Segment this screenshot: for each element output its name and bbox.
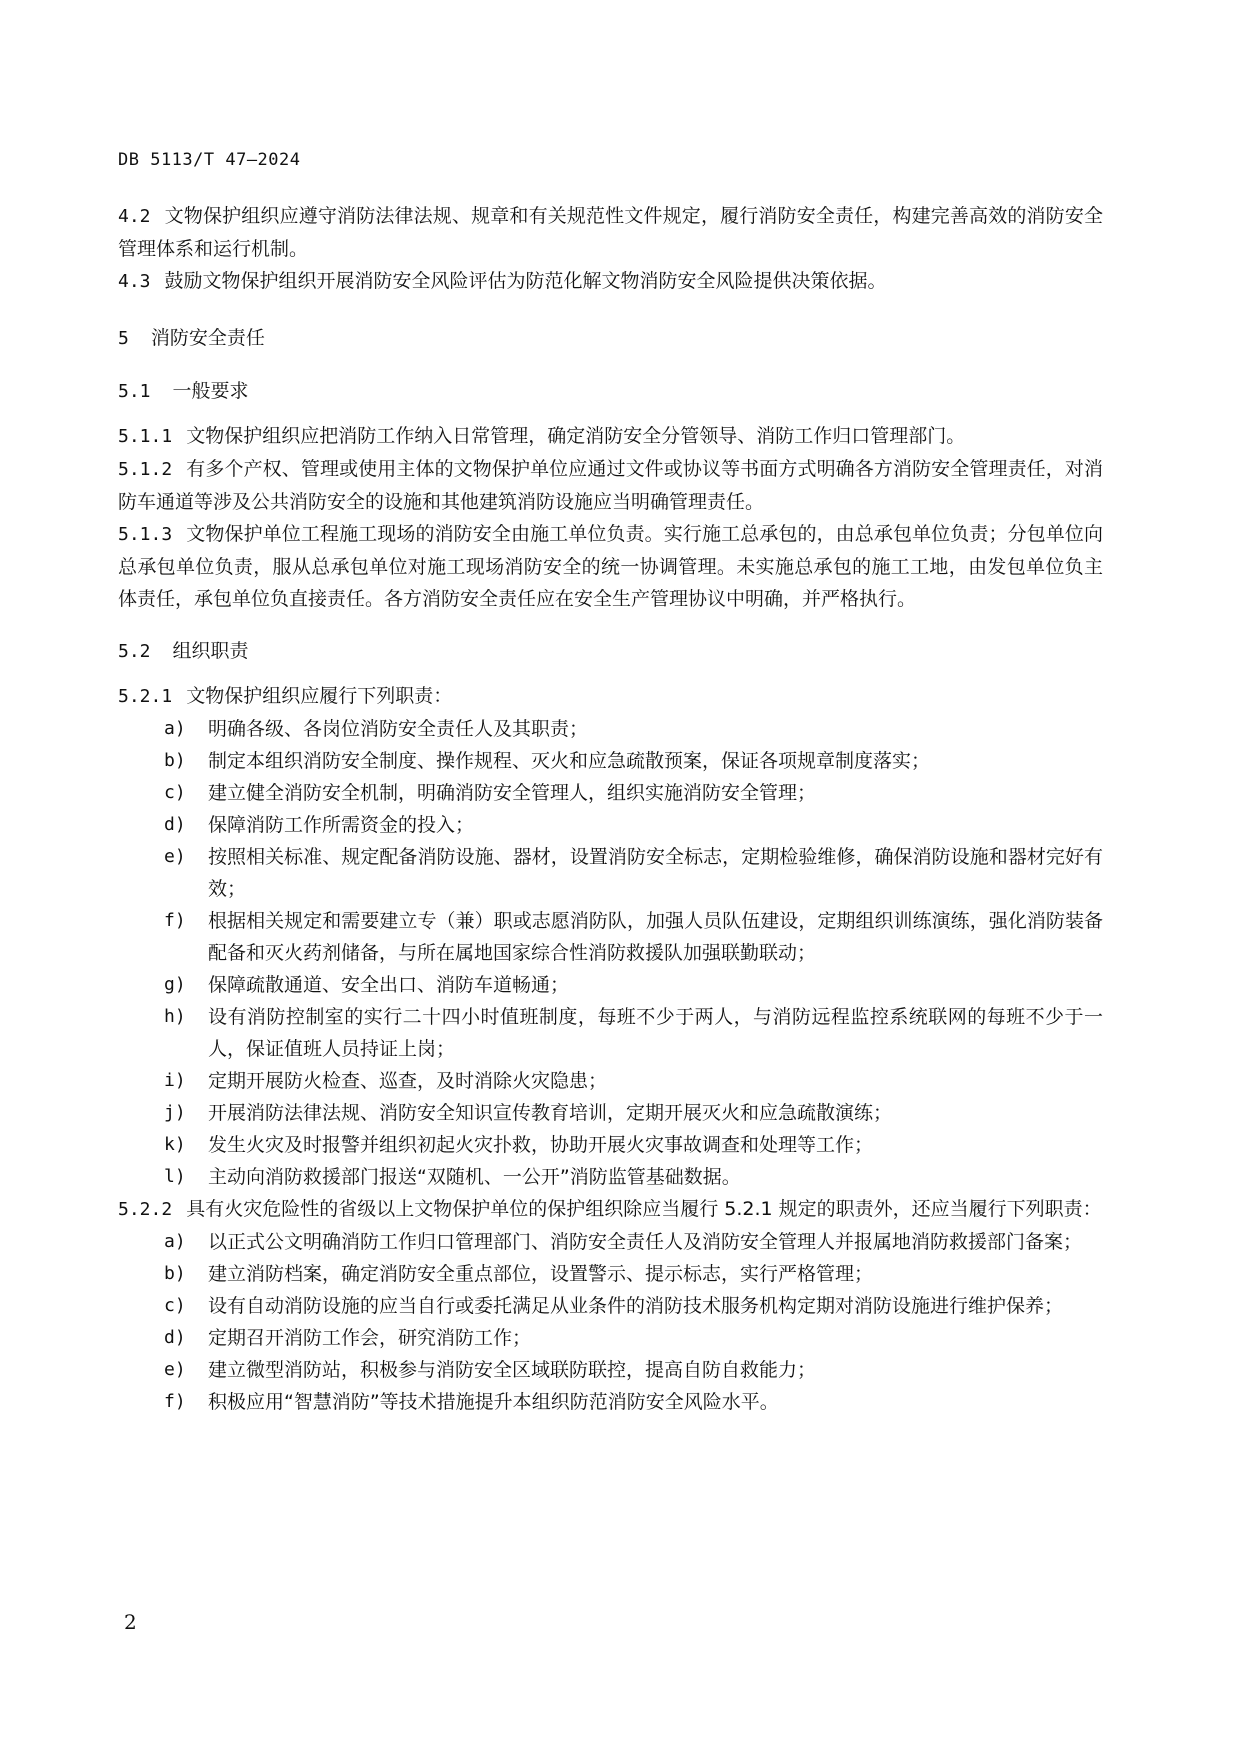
- list-item-text: 按照相关标准、规定配备消防设施、器材，设置消防安全标志，定期检验维修，确保消防设施和器材完好有效；: [208, 846, 1103, 900]
- list-item: [118, 745, 1103, 777]
- clause-number: 4.3: [118, 271, 151, 292]
- list-item: [118, 1258, 1103, 1290]
- list-marker: i): [164, 1070, 186, 1091]
- list-item: [118, 905, 1103, 969]
- list-item: [118, 1065, 1103, 1097]
- clause-5-1-3: [118, 518, 1103, 615]
- list-item: [118, 1354, 1103, 1386]
- section-title: 组织职责: [172, 640, 249, 662]
- section-number: 5.1: [118, 381, 151, 402]
- section-5-2-heading: [118, 635, 1103, 668]
- page-number: 2: [124, 1610, 137, 1634]
- clause-text: 文物保护组织应遵守消防法律法规、规章和有关规范性文件规定，履行消防安全责任，构建完善高效的消防安全管理体系和运行机制。: [118, 205, 1103, 260]
- clause-5-2-1-list: [118, 713, 1103, 1193]
- section-title: 一般要求: [172, 380, 249, 402]
- clause-number: 5.1.1: [118, 426, 173, 447]
- clause-5-2-1: [118, 680, 1103, 713]
- clause-text: 鼓励文物保护组织开展消防安全风险评估为防范化解文物消防安全风险提供决策依据。: [164, 270, 887, 292]
- section-number: 5.2: [118, 641, 151, 662]
- list-marker: f): [164, 1391, 186, 1412]
- section-5-heading: [118, 322, 1103, 355]
- clause-number: 5.1.3: [118, 524, 173, 545]
- section-title: 消防安全责任: [150, 327, 265, 349]
- list-marker: f): [164, 910, 186, 931]
- clause-number: 4.2: [118, 206, 151, 227]
- list-item: [118, 1001, 1103, 1065]
- clause-number: 5.2.2: [118, 1199, 173, 1220]
- list-item: [118, 1097, 1103, 1129]
- list-item-text: 保障消防工作所需资金的投入；: [208, 814, 475, 836]
- list-marker: b): [164, 1263, 186, 1284]
- list-marker: d): [164, 814, 186, 835]
- list-item-text: 明确各级、各岗位消防安全责任人及其职责；: [208, 718, 589, 740]
- clause-4-2: [118, 200, 1103, 265]
- list-marker: h): [164, 1006, 186, 1027]
- list-item-text: 主动向消防救援部门报送“双随机、一公开”消防监管基础数据。: [208, 1166, 741, 1188]
- list-item-text: 根据相关规定和需要建立专（兼）职或志愿消防队，加强人员队伍建设，定期组织训练演练，强化消防装备配备和灭火药剂储备，与所在属地国家综合性消防救援队加强联勤联动；: [208, 910, 1103, 964]
- clause-text: 文物保护组织应履行下列职责：: [186, 685, 453, 707]
- clause-5-2-2-list: [118, 1226, 1103, 1418]
- list-marker: e): [164, 846, 186, 867]
- list-item: [118, 1386, 1103, 1418]
- clause-text: 文物保护单位工程施工现场的消防安全由施工单位负责。实行施工总承包的，由总承包单位负责；分包单位向总承包单位负责，服从总承包单位对施工现场消防安全的统一协调管理。未实施总承包的施工工地，由发包单位负主体责任，承包单位负直接责任。各方消防安全责任应在安全生产管理协议中明确，并严格执行。: [118, 523, 1103, 610]
- list-item-text: 设有消防控制室的实行二十四小时值班制度，每班不少于两人，与消防远程监控系统联网的每班不少于一人，保证值班人员持证上岗；: [208, 1006, 1103, 1060]
- list-item-text: 建立消防档案，确定消防安全重点部位，设置警示、提示标志，实行严格管理；: [208, 1263, 874, 1285]
- list-item-text: 以正式公文明确消防工作归口管理部门、消防安全责任人及消防安全管理人并报属地消防救援部门备案；: [208, 1231, 1083, 1253]
- list-item-text: 建立微型消防站，积极参与消防安全区域联防联控，提高自防自救能力；: [208, 1359, 817, 1381]
- list-item-text: 设有自动消防设施的应当自行或委托满足从业条件的消防技术服务机构定期对消防设施进行维护保养；: [208, 1295, 1064, 1317]
- document-id: DB 5113/T 47—2024: [118, 150, 301, 170]
- list-marker: c): [164, 1295, 186, 1316]
- list-marker: a): [164, 718, 186, 739]
- list-item: [118, 1290, 1103, 1322]
- list-item: [118, 809, 1103, 841]
- document-body: [118, 200, 1103, 1418]
- list-item-text: 制定本组织消防安全制度、操作规程、灭火和应急疏散预案，保证各项规章制度落实；: [208, 750, 931, 772]
- list-marker: e): [164, 1359, 186, 1380]
- list-item-text: 保障疏散通道、安全出口、消防车道畅通；: [208, 974, 570, 996]
- list-marker: b): [164, 750, 186, 771]
- clause-text: 有多个产权、管理或使用主体的文物保护单位应通过文件或协议等书面方式明确各方消防安全管理责任，对消防车通道等涉及公共消防安全的设施和其他建筑消防设施应当明确管理责任。: [118, 458, 1103, 513]
- clause-number: 5.2.1: [118, 686, 173, 707]
- clause-5-1-2: [118, 453, 1103, 518]
- list-item: [118, 841, 1103, 905]
- list-item: [118, 1129, 1103, 1161]
- section-5-1-heading: [118, 375, 1103, 408]
- list-marker: d): [164, 1327, 186, 1348]
- clause-4-3: [118, 265, 1103, 298]
- list-item: [118, 1226, 1103, 1258]
- list-marker: c): [164, 782, 186, 803]
- clause-5-2-2: [118, 1193, 1103, 1226]
- list-item-text: 开展消防法律法规、消防安全知识宣传教育培训，定期开展灭火和应急疏散演练；: [208, 1102, 893, 1124]
- list-marker: j): [164, 1102, 186, 1123]
- list-marker: k): [164, 1134, 186, 1155]
- clause-number: 5.1.2: [118, 459, 173, 480]
- list-marker: g): [164, 974, 186, 995]
- list-item-text: 积极应用“智慧消防”等技术措施提升本组织防范消防安全风险水平。: [208, 1391, 779, 1413]
- list-item-text: 建立健全消防安全机制，明确消防安全管理人，组织实施消防安全管理；: [208, 782, 817, 804]
- list-item-text: 定期召开消防工作会，研究消防工作；: [208, 1327, 532, 1349]
- list-marker: l): [164, 1166, 186, 1187]
- clause-text: 文物保护组织应把消防工作纳入日常管理，确定消防安全分管领导、消防工作归口管理部门。: [186, 425, 966, 447]
- list-item: [118, 1322, 1103, 1354]
- section-number: 5: [118, 328, 129, 349]
- list-item: [118, 1161, 1103, 1193]
- list-item: [118, 969, 1103, 1001]
- list-item-text: 定期开展防火检查、巡查，及时消除火灾隐患；: [208, 1070, 608, 1092]
- list-item: [118, 777, 1103, 809]
- list-item: [118, 713, 1103, 745]
- clause-5-1-1: [118, 420, 1103, 453]
- list-item-text: 发生火灾及时报警并组织初起火灾扑救，协助开展火灾事故调查和处理等工作；: [208, 1134, 874, 1156]
- list-marker: a): [164, 1231, 186, 1252]
- clause-text: 具有火灾危险性的省级以上文物保护单位的保护组织除应当履行 5.2.1 规定的职责外，还应当履行下列职责：: [186, 1198, 1102, 1220]
